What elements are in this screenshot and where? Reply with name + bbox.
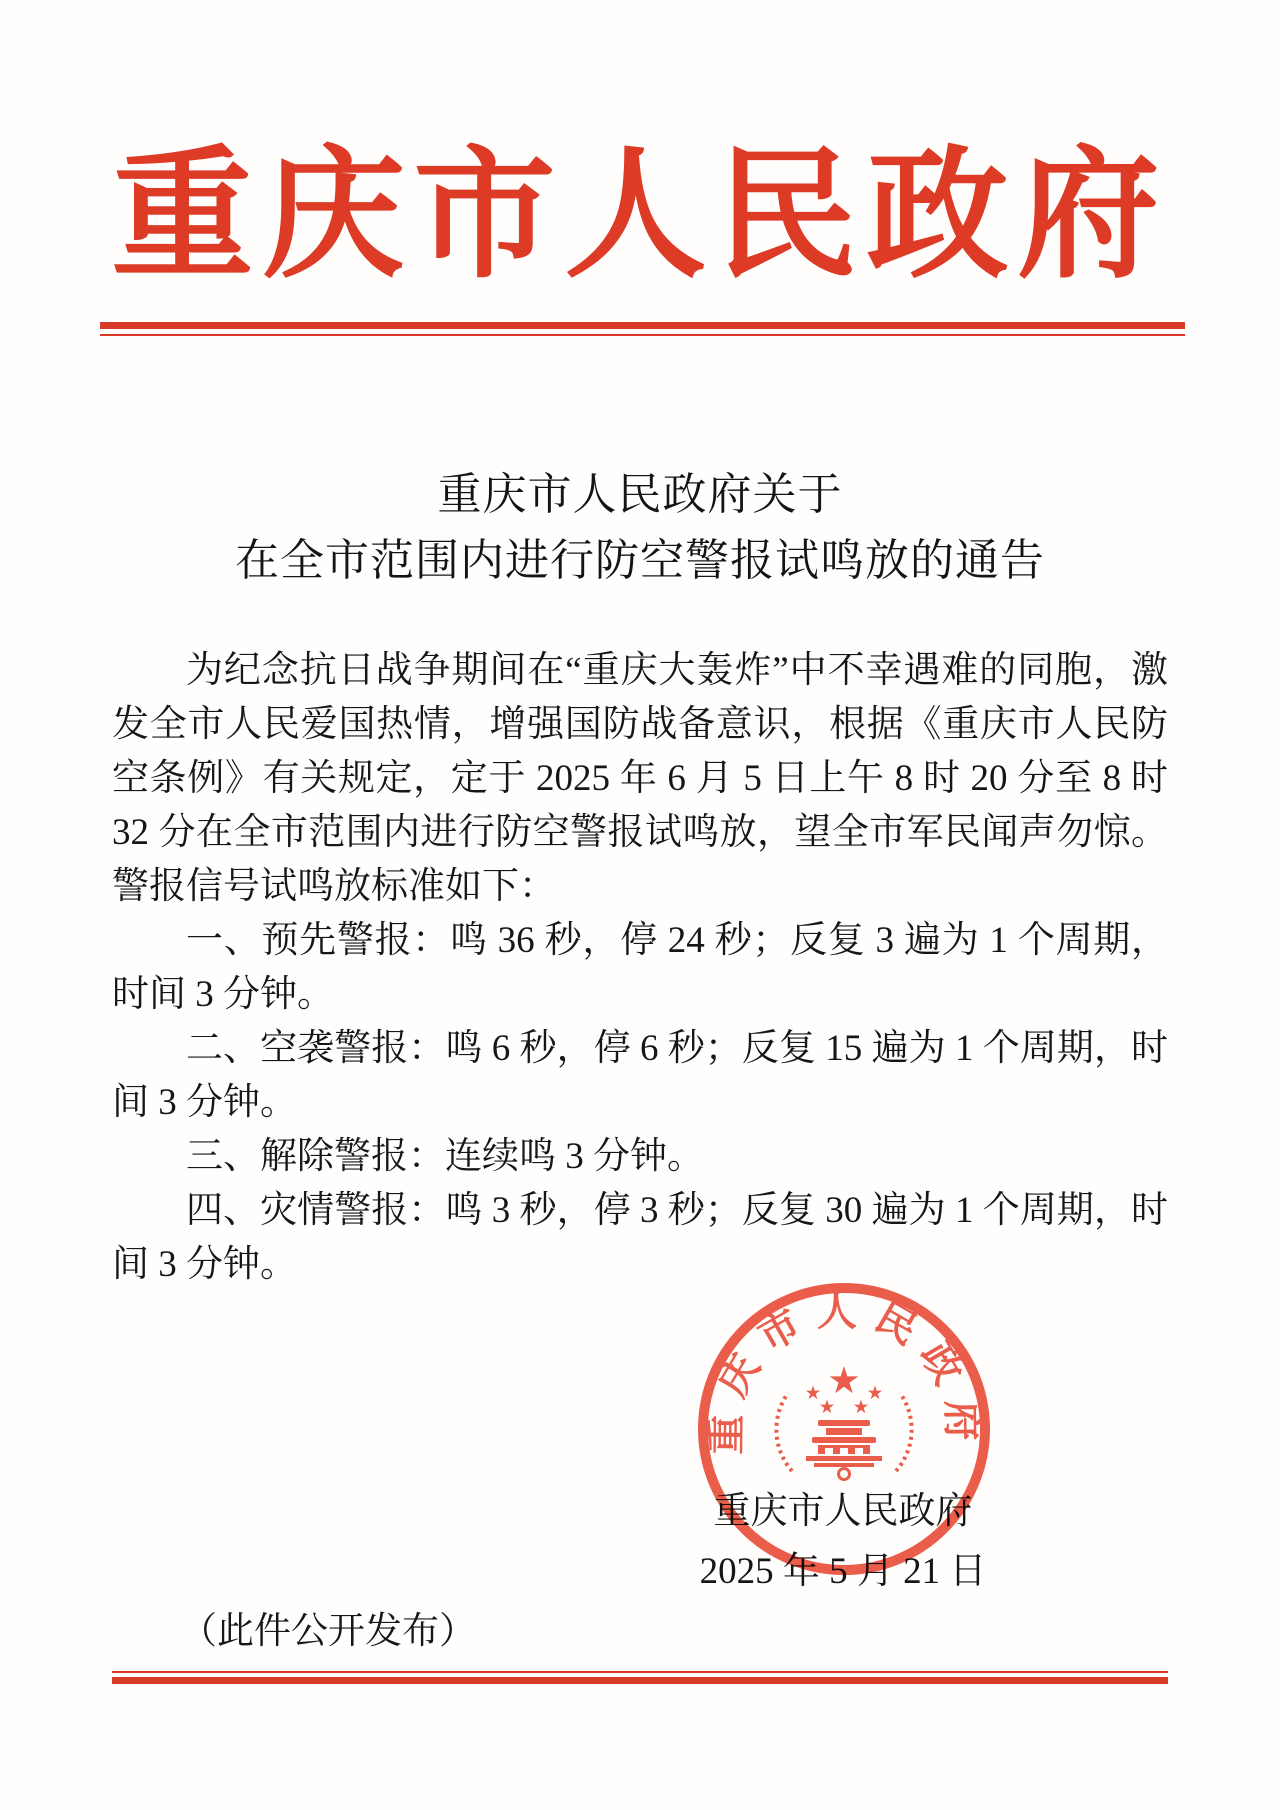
official-seal [694, 1279, 994, 1579]
footer-rule-thin [112, 1671, 1168, 1673]
alert-item-all-clear: 三、解除警报：连续鸣 3 分钟。 [186, 1136, 704, 1177]
alert-item-disaster: 四、灾情警报：鸣 3 秒，停 3 秒；反复 30 遍为 1 个周期，时间 3 分钟。 [112, 1190, 1168, 1285]
seal-arc-text: 重庆市人民政府 [703, 1288, 985, 1455]
header-rule-thick [100, 322, 1185, 329]
national-emblem-icon [776, 1366, 911, 1480]
notice-title [0, 462, 1280, 594]
alert-item-preliminary: 一、预先警报：鸣 36 秒，停 24 秒；反复 3 遍为 1 个周期，时间 3 分钟。 [112, 920, 1168, 1015]
masthead-title: 重庆市人民政府 [111, 137, 1169, 295]
publication-note: （此件公开发布） [180, 1611, 476, 1652]
issuer-signature: 重庆市人民政府 [713, 1491, 973, 1532]
notice-title-line1: 重庆市人民政府关于 [437, 470, 843, 519]
header-rule-thin [100, 334, 1185, 336]
alert-item-air-raid: 二、空袭警报：鸣 6 秒，停 6 秒；反复 15 遍为 1 个周期，时间 3 分钟。 [112, 1028, 1168, 1123]
notice-title-line2: 在全市范围内进行防空警报试鸣放的通告 [235, 536, 1045, 585]
intro-paragraph: 为纪念抗日战争期间在“重庆大轰炸”中不幸遇难的同胞，激发全市人民爱国热情，增强国防战备意识，根据《重庆市人民防空条例》有关规定，定于 2025 年 6 月 5 日上午 8 时 20 分至 8 时 32 分在全市范围内进行防空警报试鸣放，望全市军民闻声勿惊。警报信号试鸣放标准如下： [112, 650, 1168, 907]
footer-rule-thick [112, 1677, 1168, 1684]
notice-body [112, 644, 1168, 1292]
issue-date: 2025 年 5 月 21 日 [699, 1551, 987, 1592]
